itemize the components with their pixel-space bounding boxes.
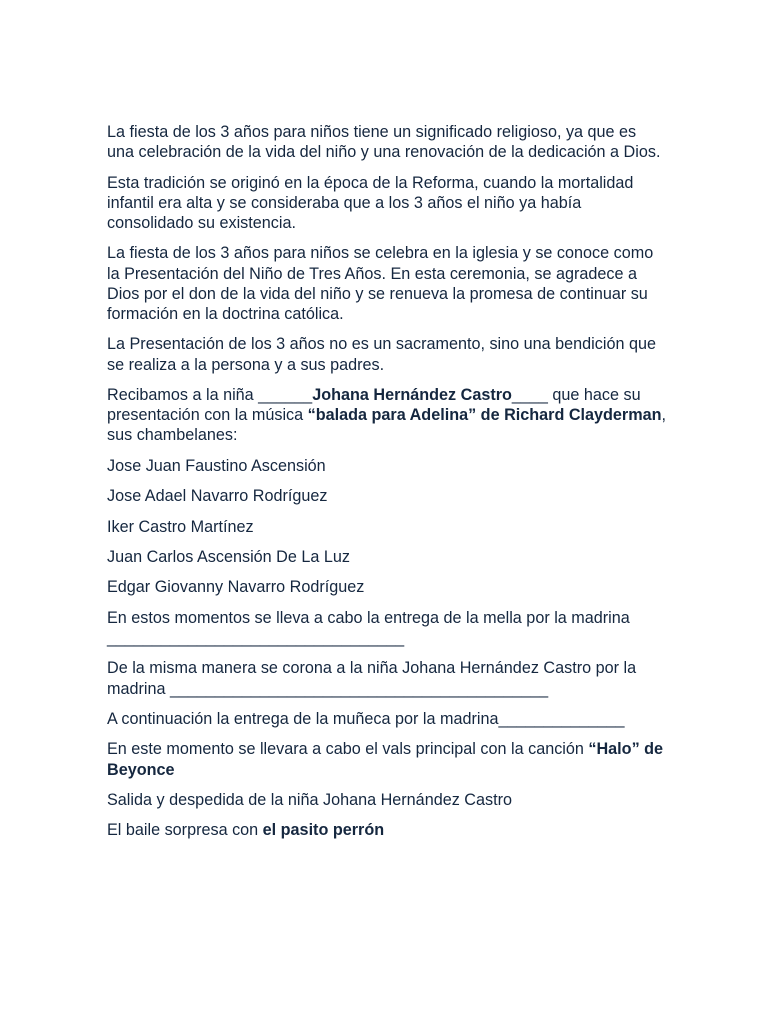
blank-before-name: ______ bbox=[258, 385, 313, 404]
paragraph-corona bbox=[107, 658, 667, 698]
paragraph-mella bbox=[107, 608, 667, 648]
chambelan-item: Edgar Giovanny Navarro Rodríguez bbox=[107, 578, 365, 597]
blank-after-name: ____ bbox=[511, 385, 548, 404]
muneca-text: A continuación la entrega de la muñeca por la madrina bbox=[107, 709, 499, 728]
baile-text: El baile sorpresa con bbox=[107, 821, 263, 840]
chambelan-item: Jose Adael Navarro Rodríguez bbox=[107, 487, 328, 506]
mella-text: En estos momentos se lleva a cabo la entrega de la mella por la madrina bbox=[107, 608, 630, 627]
recibamos-prefix: Recibamos a la niña bbox=[107, 385, 259, 404]
paragraph-recibamos bbox=[107, 385, 667, 446]
vals-text: En este momento se llevara a cabo el vals principal con la canción bbox=[107, 740, 589, 759]
chambelan-item: Jose Juan Faustino Ascensión bbox=[107, 456, 326, 475]
paragraph-bendicion: La Presentación de los 3 años no es un sacramento, sino una bendición que se realiza a la persona y a sus padres. bbox=[107, 335, 656, 374]
presentation-song: “balada para Adelina” de Richard Clayderman bbox=[307, 406, 662, 425]
document-page bbox=[107, 122, 667, 851]
corona-blank: __________________________________________ bbox=[169, 679, 549, 698]
mella-blank: _________________________________ bbox=[107, 628, 405, 647]
paragraph-muneca bbox=[107, 709, 667, 729]
chambelan-item: Juan Carlos Ascensión De La Luz bbox=[107, 547, 350, 566]
paragraph-tradicion: Esta tradición se originó en la época de la Reforma, cuando la mortalidad infantil era alta y se consideraba que a los 3 años el niño ya había consolidado su existencia. bbox=[107, 173, 634, 232]
paragraph-vals bbox=[107, 739, 667, 779]
paragraph-salida: Salida y despedida de la niña Johana Hernández Castro bbox=[107, 790, 512, 809]
vals-song: “Halo” de Beyonce bbox=[107, 740, 664, 779]
corona-text: De la misma manera se corona a la niña Johana Hernández Castro por la madrina bbox=[107, 659, 637, 698]
recibamos-suffix: , sus chambelanes: bbox=[107, 406, 666, 445]
paragraph-baile bbox=[107, 820, 667, 840]
chambelan-item: Iker Castro Martínez bbox=[107, 517, 254, 536]
muneca-blank: ______________ bbox=[498, 709, 625, 728]
paragraph-significado: La fiesta de los 3 años para niños tiene un significado religioso, ya que es una celebración de la vida del niño y una renovación de la dedicación a Dios. bbox=[107, 123, 661, 162]
baile-song: el pasito perrón bbox=[262, 821, 385, 840]
girl-name: Johana Hernández Castro bbox=[312, 385, 512, 404]
paragraph-presentacion: La fiesta de los 3 años para niños se celebra en la iglesia y se conoce como la Presentación del Niño de Tres Años. En esta ceremonia, se agradece a Dios por el don de la vida del niño y se renueva la promesa de continuar su formación en la doctrina católica. bbox=[107, 244, 654, 323]
recibamos-middle: que hace su presentación con la música bbox=[107, 385, 641, 425]
